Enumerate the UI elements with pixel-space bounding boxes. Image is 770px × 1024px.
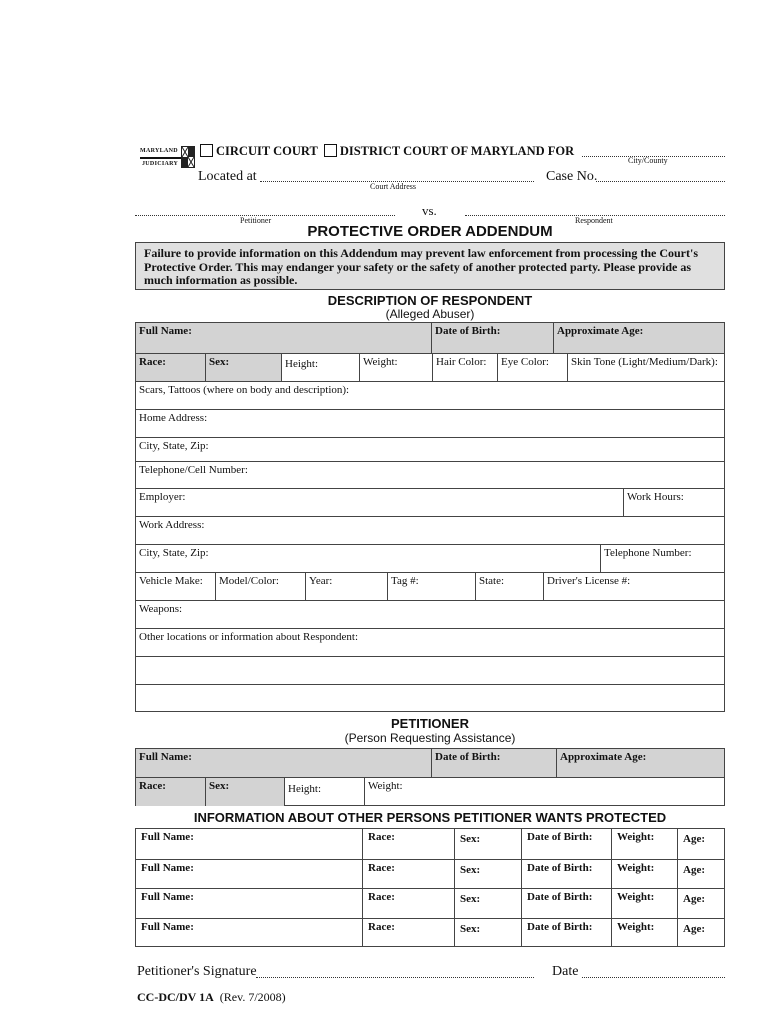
- others-section-title: INFORMATION ABOUT OTHER PERSONS PETITIONER WANTS PROTECTED: [193, 810, 667, 825]
- others-age-field[interactable]: [677, 889, 726, 918]
- others-dob-field[interactable]: [521, 829, 611, 859]
- petitioner-dob-label: Date of Birth:: [435, 751, 501, 763]
- others-dob-label: Date of Birth:: [527, 920, 593, 933]
- court-address-caption: Court Address: [370, 182, 416, 191]
- respondent-telephone-label: Telephone/Cell Number:: [139, 464, 248, 476]
- others-dob-field[interactable]: [521, 919, 611, 948]
- respondent-row-other: [136, 628, 724, 656]
- petitioner-height-field[interactable]: [284, 778, 364, 806]
- others-full-name-label: Full Name:: [141, 920, 194, 933]
- respondent-model-color-field[interactable]: [215, 573, 305, 600]
- others-sex-label: Sex:: [460, 863, 481, 876]
- others-age-field[interactable]: [677, 860, 726, 889]
- city-county-caption: City/County: [628, 156, 668, 165]
- respondent-license-field[interactable]: [543, 573, 726, 600]
- others-race-label: Race:: [368, 891, 395, 903]
- petitioner-name-field[interactable]: [135, 204, 395, 216]
- respondent-license-label: Driver's License #:: [547, 575, 631, 587]
- others-sex-field[interactable]: [454, 860, 521, 889]
- others-sex-field[interactable]: [454, 889, 521, 918]
- respondent-hair-field[interactable]: [432, 354, 497, 381]
- district-court-checkbox[interactable]: [324, 144, 337, 157]
- signature-field[interactable]: [256, 966, 534, 978]
- petitioner-table: [135, 748, 725, 806]
- others-weight-label: Weight:: [617, 891, 655, 903]
- others-row-4: [136, 918, 724, 948]
- warning-notice: Failure to provide information on this Addendum may prevent law enforcement from processing the Court's Protective Order. This may endanger your safety or the safety of another protected party. Please provide as much information as possible.: [135, 242, 725, 290]
- respondent-work-hours-label: Work Hours:: [627, 491, 684, 503]
- respondent-race-field[interactable]: [136, 354, 205, 381]
- others-dob-field[interactable]: [521, 860, 611, 889]
- others-dob-label: Date of Birth:: [527, 831, 593, 843]
- others-race-label: Race:: [368, 920, 395, 933]
- petitioner-dob-field[interactable]: [431, 749, 556, 777]
- respondent-sex-field[interactable]: [205, 354, 281, 381]
- respondent-weight-label: Weight:: [363, 356, 398, 368]
- respondent-row-other-line2[interactable]: [136, 656, 724, 684]
- others-full-name-label: Full Name:: [141, 831, 194, 843]
- logo-text-maryland: MARYLAND: [140, 148, 178, 154]
- others-age-field[interactable]: [677, 829, 726, 859]
- others-weight-field[interactable]: [611, 919, 677, 948]
- respondent-weapons-label: Weapons:: [139, 603, 183, 615]
- form-footer: [137, 990, 286, 1005]
- respondent-other-info-field[interactable]: [136, 629, 724, 656]
- petitioner-row-physical: [136, 777, 724, 806]
- respondent-tag-field[interactable]: [387, 573, 475, 600]
- others-age-label: Age:: [683, 922, 705, 935]
- respondent-home-address-field[interactable]: [136, 410, 724, 437]
- respondent-scars-label: Scars, Tattoos (where on body and description):: [139, 384, 350, 396]
- signature-label: Petitioner's Signature: [137, 964, 257, 979]
- respondent-skin-label: Skin Tone (Light/Medium/Dark):: [571, 356, 718, 368]
- others-dob-field[interactable]: [521, 889, 611, 918]
- respondent-hair-label: Hair Color:: [436, 356, 487, 368]
- others-age-label: Age:: [683, 893, 705, 905]
- petitioner-sex-field[interactable]: [205, 778, 284, 806]
- logo-text-judiciary: JUDICIARY: [142, 161, 179, 167]
- respondent-row-telephone: [136, 461, 724, 488]
- others-weight-field[interactable]: [611, 860, 677, 889]
- respondent-full-name-label: Full Name:: [139, 325, 192, 337]
- respondent-vehicle-make-field[interactable]: [136, 573, 215, 600]
- respondent-tag-label: Tag #:: [391, 575, 419, 587]
- others-dob-label: Date of Birth:: [527, 891, 593, 903]
- others-age-field[interactable]: [677, 919, 726, 948]
- petitioner-race-field[interactable]: [136, 778, 205, 806]
- court-address-field[interactable]: [260, 170, 534, 182]
- petitioner-sex-label: Sex:: [209, 780, 230, 792]
- circuit-court-checkbox[interactable]: [200, 144, 213, 157]
- respondent-work-phone-label: Telephone Number:: [604, 547, 692, 559]
- others-weight-field[interactable]: [611, 889, 677, 918]
- respondent-full-name-field[interactable]: [136, 323, 431, 353]
- others-dob-label: Date of Birth:: [527, 861, 593, 874]
- respondent-name-field[interactable]: [465, 204, 725, 216]
- respondent-row-work-address: [136, 516, 724, 544]
- respondent-dob-label: Date of Birth:: [435, 325, 501, 337]
- others-sex-label: Sex:: [460, 922, 481, 935]
- form-revision: (Rev. 7/2008): [219, 990, 286, 1004]
- respondent-scars-field[interactable]: [136, 382, 724, 409]
- others-weight-label: Weight:: [617, 831, 655, 843]
- petitioner-full-name-label: Full Name:: [139, 751, 192, 763]
- others-table: [135, 828, 725, 947]
- respondent-city-state-zip-field[interactable]: [136, 438, 724, 461]
- respondent-state-label: State:: [479, 575, 505, 587]
- page-title: PROTECTIVE ORDER ADDENDUM: [307, 223, 553, 240]
- respondent-caption: Respondent: [575, 216, 613, 225]
- others-sex-field[interactable]: [454, 919, 521, 948]
- respondent-other-info-label: Other locations or information about Respondent:: [139, 631, 359, 643]
- respondent-row-city1: [136, 437, 724, 461]
- respondent-height-label: Height:: [285, 358, 318, 370]
- circuit-court-label: CIRCUIT COURT: [216, 144, 318, 158]
- others-race-label: Race:: [368, 831, 395, 843]
- respondent-city-state-zip-label: City, State, Zip:: [139, 440, 209, 452]
- respondent-eye-label: Eye Color:: [501, 356, 549, 368]
- respondent-section-title: DESCRIPTION OF RESPONDENT: [327, 293, 533, 308]
- others-sex-label: Sex:: [460, 833, 481, 845]
- respondent-model-color-label: Model/Color:: [219, 575, 279, 587]
- respondent-row-physical: [136, 353, 724, 381]
- respondent-work-address-label: Work Address:: [139, 519, 205, 531]
- respondent-vehicle-make-label: Vehicle Make:: [139, 575, 203, 587]
- others-full-name-label: Full Name:: [141, 861, 194, 874]
- located-at-label: Located at: [198, 169, 257, 184]
- respondent-work-city-label: City, State, Zip:: [139, 547, 209, 559]
- others-full-name-field[interactable]: [136, 919, 362, 948]
- respondent-table: [135, 322, 725, 712]
- respondent-dob-field[interactable]: [431, 323, 553, 353]
- petitioner-weight-field[interactable]: [364, 778, 726, 806]
- respondent-row-vehicle: [136, 572, 724, 600]
- respondent-row-other-line3[interactable]: [136, 684, 724, 712]
- petitioner-section-title: PETITIONER: [390, 716, 469, 731]
- petitioner-weight-label: Weight:: [368, 780, 403, 792]
- petitioner-race-label: Race:: [139, 780, 166, 792]
- respondent-section-subtitle: (Alleged Abuser): [385, 307, 475, 321]
- respondent-work-phone-field[interactable]: [600, 545, 726, 572]
- respondent-work-address-field[interactable]: [136, 517, 724, 544]
- respondent-row-home: [136, 409, 724, 437]
- others-row-2: [136, 859, 724, 889]
- respondent-year-field[interactable]: [305, 573, 387, 600]
- respondent-weight-field[interactable]: [359, 354, 432, 381]
- form-id: CC-DC/DV 1A: [137, 990, 214, 1004]
- others-race-field[interactable]: [362, 889, 454, 918]
- others-race-field[interactable]: [362, 919, 454, 948]
- others-race-field[interactable]: [362, 860, 454, 889]
- petitioner-section-subtitle: (Person Requesting Assistance): [344, 731, 516, 745]
- district-court-label: DISTRICT COURT OF MARYLAND FOR: [339, 144, 575, 158]
- respondent-telephone-field[interactable]: [136, 462, 724, 488]
- others-weight-label: Weight:: [617, 920, 655, 933]
- respondent-weapons-field[interactable]: [136, 601, 724, 628]
- respondent-year-label: Year:: [309, 575, 333, 587]
- others-race-field[interactable]: [362, 829, 454, 859]
- date-field[interactable]: [582, 966, 725, 978]
- case-no-field[interactable]: [596, 170, 725, 182]
- respondent-home-address-label: Home Address:: [139, 412, 208, 424]
- maryland-flag-icon: [181, 146, 195, 168]
- others-sex-field[interactable]: [454, 829, 521, 859]
- respondent-race-label: Race:: [139, 356, 166, 368]
- case-no-label: Case No.: [546, 169, 598, 184]
- respondent-employer-label: Employer:: [139, 491, 186, 503]
- others-age-label: Age:: [683, 863, 705, 876]
- petitioner-age-field[interactable]: [556, 749, 726, 777]
- petitioner-full-name-field[interactable]: [136, 749, 431, 777]
- others-full-name-field[interactable]: [136, 889, 362, 918]
- others-full-name-field[interactable]: [136, 860, 362, 889]
- respondent-skin-field[interactable]: [567, 354, 726, 381]
- others-row-1: [136, 829, 724, 859]
- others-weight-field[interactable]: [611, 829, 677, 859]
- respondent-work-hours-field[interactable]: [623, 489, 726, 516]
- respondent-eye-field[interactable]: [497, 354, 567, 381]
- respondent-row-name: [136, 323, 724, 353]
- logo-divider: [140, 157, 182, 159]
- petitioner-caption: Petitioner: [240, 216, 272, 225]
- petitioner-height-label: Height:: [288, 783, 321, 795]
- respondent-row-employer: [136, 488, 724, 516]
- respondent-age-label: Approximate Age:: [557, 325, 644, 337]
- others-full-name-label: Full Name:: [141, 891, 194, 903]
- respondent-sex-label: Sex:: [209, 356, 230, 368]
- respondent-employer-field[interactable]: [136, 489, 623, 516]
- respondent-row-city2: [136, 544, 724, 572]
- respondent-row-scars: [136, 381, 724, 409]
- respondent-state-field[interactable]: [475, 573, 543, 600]
- maryland-judiciary-logo: [140, 142, 196, 174]
- others-row-3: [136, 888, 724, 918]
- respondent-row-weapons: [136, 600, 724, 628]
- date-label: Date: [552, 964, 579, 979]
- respondent-age-field[interactable]: [553, 323, 726, 353]
- respondent-work-city-field[interactable]: [136, 545, 600, 572]
- others-race-label: Race:: [368, 861, 395, 874]
- petitioner-age-label: Approximate Age:: [560, 751, 647, 763]
- petitioner-row-name: [136, 749, 724, 777]
- court-selection: [200, 144, 574, 159]
- others-full-name-field[interactable]: [136, 829, 362, 859]
- respondent-height-field[interactable]: [281, 354, 359, 381]
- others-weight-label: Weight:: [617, 861, 655, 874]
- others-age-label: Age:: [683, 833, 705, 845]
- others-sex-label: Sex:: [460, 893, 481, 905]
- vs-label: vs.: [422, 203, 437, 218]
